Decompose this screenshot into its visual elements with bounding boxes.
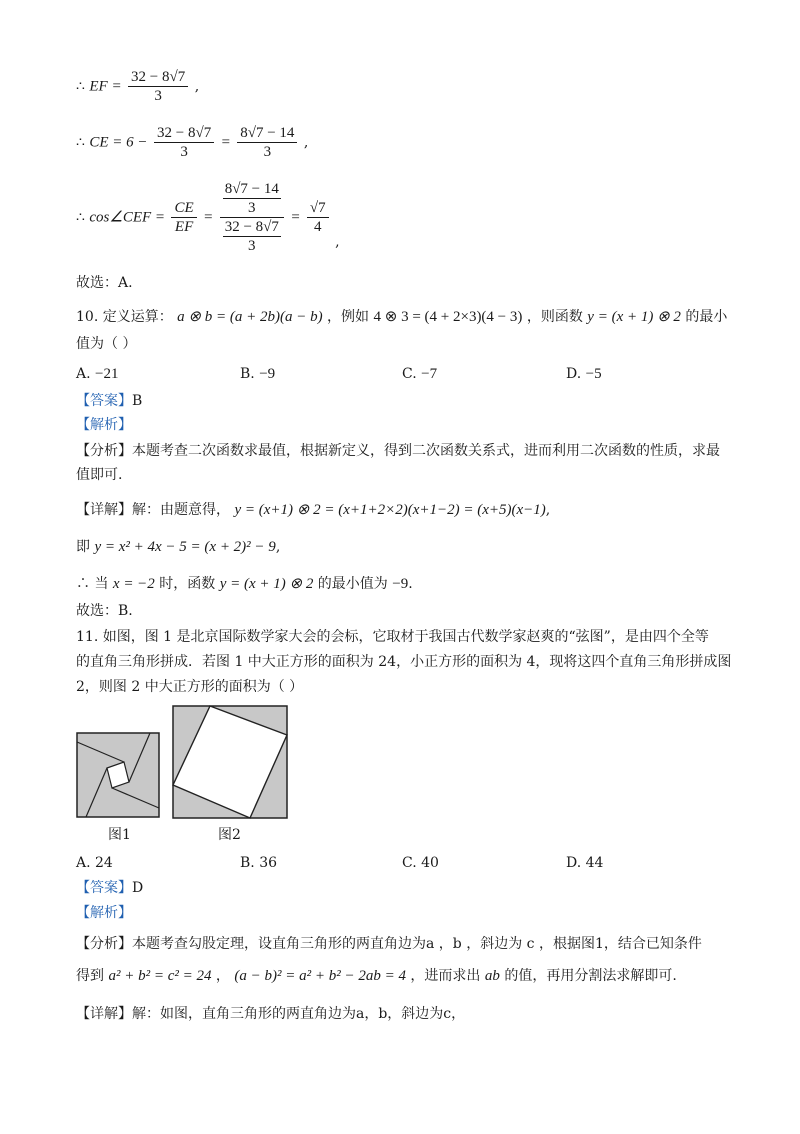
q11-option-c: C. 40 (402, 855, 439, 871)
q10-option-c: C. −7 (402, 366, 438, 382)
figure-1-label: 图1 (108, 827, 131, 843)
therefore-symbol: ∴ (76, 78, 85, 95)
q11-detail-line1: 【详解】解：如图，直角三角形的两直角边为a，b，斜边为c， (76, 1006, 466, 1022)
q11-option-d: D. 44 (566, 855, 604, 871)
q11-stem-line2: 的直角三角形拼成．若图 1 中大正方形的面积为 24，小正方形的面积为 4，现将这四个直角三角形拼成图 (76, 654, 732, 670)
eq-cos: ∴ cos∠CEF = $\frac{CE}{EF}$ = 8√7 − 14 3 32 − 8√7 3 = $\frac{√7}{4}$ , (76, 181, 340, 254)
q11-jiexi-tag: 【解析】 (76, 905, 132, 921)
q10-stem-line2: 值为（ ） (76, 336, 137, 352)
q11-option-a: A. 24 (76, 855, 113, 871)
q10-detail-line2: 即 y = x² + 4x − 5 = (x + 2)² − 9, (76, 539, 281, 555)
q10-detail-line1: 【详解】解：由题意得， y = (x+1) ⊗ 2 = (x+1+2×2)(x+1−2) = (x+5)(x−1), (76, 502, 551, 518)
q10-fenxi-line2: 值即可. (76, 467, 123, 483)
q10-stem-line1: 10. 定义运算： a ⊗ b = (a + 2b)(a − b) ，例如 4 ⊗ 3 = (4 + 2×3)(4 − 3) ，则函数 y = (x + 1) ⊗ 2 的最小 (76, 309, 728, 325)
figure-2-label: 图2 (218, 827, 241, 843)
fraction: $\frac{8√7 - 14}{3}$ (237, 124, 297, 161)
q11-stem-line1: 11. 如图，图 1 是北京国际数学家大会的会标，它取材于我国古代数学家赵爽的“弦图”，是由四个全等 (76, 629, 709, 645)
eq-ef-lhs: EF = (89, 78, 122, 95)
fraction: $\frac{CE}{EF}$ (171, 199, 196, 236)
answer-choice-9: 故选：A. (76, 275, 133, 291)
q10-detail-line3: ∴ 当 x = −2 时，函数 y = (x + 1) ⊗ 2 的最小值为 −9. (76, 576, 413, 592)
eq-ce: ∴ CE = 6 − $\frac{32 - 8√7}{3}$ = $\frac{8√7 - 14}{3}$ , (76, 125, 309, 160)
q11-option-b: B. 36 (240, 855, 278, 871)
q10-answer: 【答案】B (76, 393, 143, 409)
q10-final: 故选：B. (76, 603, 133, 619)
compound-fraction: 8√7 − 14 3 32 − 8√7 3 (220, 180, 284, 255)
q10-option-d: D. −5 (566, 366, 602, 382)
q10-jiexi-tag: 【解析】 (76, 417, 132, 433)
q11-stem-line3: 2，则图 2 中大正方形的面积为（ ） (76, 679, 304, 695)
fraction: $\frac{32 - 8√7}{3}$ (128, 68, 188, 105)
figure-2-square-diagram (172, 705, 288, 819)
fraction: $\frac{32 - 8√7}{3}$ (154, 124, 214, 161)
q11-answer: 【答案】D (76, 880, 144, 896)
q10-fenxi-line1: 【分析】本题考查二次函数求最值，根据新定义，得到二次函数关系式，进而利用二次函数的性质，求最 (76, 443, 720, 459)
q11-fenxi-line2: 得到 a² + b² = c² = 24 ， (a − b)² = a² + b² − 2ab = 4 ，进而求出 ab 的值，再用分割法求解即可. (76, 968, 677, 984)
q10-option-b: B. −9 (240, 366, 276, 382)
q11-fenxi-line1: 【分析】本题考查勾股定理，设直角三角形的两直角边为a ，b ，斜边为 c ，根据图1，结合已知条件 (76, 936, 702, 952)
eq-ef: ∴ EF = $\frac{32 - 8√7}{3}$ , (76, 69, 200, 104)
fraction: $\frac{√7}{4}$ (307, 199, 329, 236)
figure-1-zhao-shuang-diagram (76, 732, 160, 818)
q10-option-a: A. −21 (76, 366, 119, 382)
